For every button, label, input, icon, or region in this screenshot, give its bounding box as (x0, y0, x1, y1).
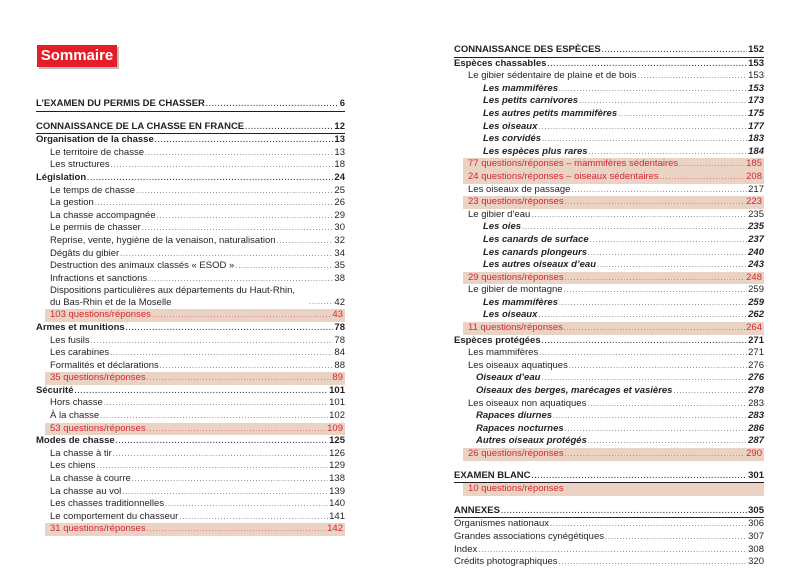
toc-entry (454, 284, 764, 297)
toc-leader-dots (245, 122, 333, 135)
toc-entry (36, 460, 345, 473)
toc-qa-entry (463, 483, 764, 496)
toc-leader-dots (147, 524, 327, 537)
toc-entry-label: Dispositions particulières aux départements du Haut-Rhin, du Bas-Rhin et de la Moselle (50, 285, 296, 309)
toc-entry (454, 209, 764, 222)
section-gap (454, 461, 764, 470)
toc-qa-entry (463, 448, 764, 461)
toc-entry-label: Les chasses traditionnelles (50, 498, 165, 510)
toc-entry-page: 208 (746, 170, 762, 182)
toc-heading (454, 44, 764, 58)
toc-entry (454, 410, 764, 423)
toc-entry (454, 184, 764, 197)
toc-entry-label: Le territoire de chasse (50, 146, 144, 158)
toc-entry-label: Formalités et déclarations (50, 359, 159, 371)
toc-entry-label: Les structures (50, 159, 110, 171)
toc-entry-page: 306 (748, 518, 764, 530)
toc-leader-dots (532, 471, 748, 484)
toc-entry-label: Les mammifères (483, 296, 558, 308)
toc-entry-label: Le gibier d’eau (468, 208, 531, 220)
toc-entry-label: Le permis de chasser (50, 222, 141, 234)
toc-entry-label: Les autres oiseaux d’eau (483, 259, 596, 271)
toc-qa-entry (45, 523, 345, 536)
toc-entry-page: 126 (329, 447, 345, 459)
toc-entry-page: 262 (748, 309, 764, 321)
toc-entry-label: Autres oiseaux protégés (476, 435, 587, 447)
toc-leader-dots (206, 99, 339, 112)
toc-entry-page: 84 (334, 347, 345, 359)
toc-entry-label: La chasse à courre (50, 473, 131, 485)
toc-heading (36, 385, 345, 398)
toc-entry-label: 53 questions/réponses (50, 422, 146, 434)
toc-entry-label: 31 questions/réponses (50, 523, 146, 535)
toc-entry-page: 34 (334, 247, 345, 259)
toc-entry-page: 217 (748, 183, 764, 195)
toc-entry-label: Les oiseaux (483, 120, 538, 132)
toc-entry-label: Modes de chasse (36, 435, 115, 447)
toc-entry-page: 259 (748, 284, 764, 296)
toc-right (454, 44, 764, 569)
toc-entry-label: Les mammifères (468, 347, 539, 359)
toc-entry-page: 6 (339, 98, 345, 109)
toc-entry (36, 210, 345, 223)
toc-entry-label: Les canards de surface (483, 233, 589, 245)
toc-entry-label: Dégâts du gibier (50, 247, 120, 259)
toc-entry (454, 544, 764, 557)
toc-heading (454, 58, 764, 71)
toc-entry (454, 121, 764, 134)
toc-qa-entry (463, 171, 764, 184)
toc-entry-page: 237 (748, 233, 764, 245)
toc-entry-label: Les oiseaux aquatiques (468, 359, 568, 371)
toc-entry-page: 125 (329, 435, 345, 447)
toc-entry-label: Les mammifères (483, 82, 558, 94)
toc-entry-page: 175 (748, 107, 764, 119)
toc-qa-entry (45, 423, 345, 436)
toc-entry-label: Hors chasse (50, 397, 103, 409)
toc-entry-label: À la chasse (50, 410, 100, 422)
toc-entry-page: 305 (748, 504, 764, 516)
toc-entry-page: 271 (748, 334, 764, 346)
toc-entry (454, 221, 764, 234)
toc-entry (36, 473, 345, 486)
toc-entry-page: 18 (334, 159, 345, 171)
toc-entry-page: 185 (746, 158, 762, 170)
toc-entry (454, 398, 764, 411)
toc-entry-page: 142 (327, 523, 343, 535)
toc-entry-label: Destruction des animaux classés « ESOD » (50, 260, 235, 272)
toc-entry-label: Les oiseaux (483, 309, 538, 321)
toc-entry-page: 235 (748, 208, 764, 220)
toc-qa-entry (463, 196, 764, 209)
toc-entry-page: 283 (748, 397, 764, 409)
toc-entry-page: 38 (334, 272, 345, 284)
toc-entry (454, 133, 764, 146)
toc-entry-label: 26 questions/réponses (468, 448, 564, 459)
toc-entry (454, 70, 764, 83)
toc-entry-label: La chasse à tir (50, 447, 112, 459)
toc-entry-page: 25 (334, 184, 345, 196)
toc-entry-label: Espèces protégées (454, 334, 541, 346)
toc-entry (454, 108, 764, 121)
toc-entry-page: 278 (748, 385, 764, 397)
toc-entry (36, 347, 345, 360)
toc-entry (36, 448, 345, 461)
toc-entry-label: CONNAISSANCE DE LA CHASSE EN FRANCE (36, 120, 245, 132)
toc-entry (454, 531, 764, 544)
toc-entry (454, 518, 764, 531)
toc-entry-page: 141 (329, 510, 345, 522)
toc-entry-page: 290 (746, 448, 762, 459)
toc-entry-label: Organisation de la chasse (36, 134, 154, 146)
toc-entry (36, 248, 345, 261)
toc-entry-page: 12 (334, 120, 345, 132)
toc-qa-entry (463, 272, 764, 285)
toc-entry-page: 153 (748, 57, 764, 69)
toc-entry-page: 286 (748, 422, 764, 434)
toc-entry (454, 234, 764, 247)
toc-entry (454, 259, 764, 272)
toc-entry (454, 347, 764, 360)
toc-entry-page: 24 (334, 171, 345, 183)
toc-entry-label: Rapaces nocturnes (476, 422, 564, 434)
toc-entry (454, 309, 764, 322)
toc-entry-page: 78 (334, 334, 345, 346)
toc-left (36, 98, 345, 536)
toc-entry-page: 271 (748, 347, 764, 359)
toc-entry-page: 153 (748, 70, 764, 82)
toc-qa-entry (45, 309, 345, 322)
toc-entry-page: 243 (748, 259, 764, 271)
toc-leader-dots (602, 45, 747, 58)
toc-entry (454, 372, 764, 385)
toc-entry-label: Les oiseaux de passage (468, 183, 571, 195)
toc-entry-label: Les fusils (50, 334, 90, 346)
toc-leader-dots (559, 557, 748, 570)
toc-entry-page: 42 (334, 296, 345, 308)
toc-entry-page: 259 (748, 296, 764, 308)
toc-entry-label: 103 questions/réponses (50, 309, 151, 321)
toc-entry-page: 276 (748, 359, 764, 371)
toc-entry (36, 498, 345, 511)
toc-entry-page: 276 (748, 372, 764, 384)
toc-entry-page: 129 (329, 460, 345, 472)
toc-entry-label: Sécurité (36, 384, 74, 396)
toc-entry (36, 335, 345, 348)
toc-entry-page: 264 (746, 322, 762, 334)
toc-entry (454, 83, 764, 96)
toc-entry (454, 95, 764, 108)
toc-entry-label: Législation (36, 171, 87, 183)
toc-entry-label: Le gibier de montagne (468, 284, 563, 296)
toc-entry-label: Armes et munitions (36, 321, 125, 333)
toc-heading (36, 121, 345, 135)
toc-entry-label: Infractions et sanctions (50, 272, 148, 284)
toc-entry (36, 185, 345, 198)
toc-entry-page: 102 (329, 410, 345, 422)
toc-entry-label: Le gibier sédentaire de plaine et de bois (468, 70, 637, 82)
toc-entry-page: 32 (334, 234, 345, 246)
toc-entry-page: 223 (746, 196, 762, 208)
toc-entry (36, 285, 345, 309)
section-gap (36, 112, 345, 121)
toc-entry (454, 556, 764, 569)
toc-entry-page: 89 (332, 372, 343, 384)
toc-qa-entry (45, 372, 345, 385)
toc-entry-label: Les petits carnivores (483, 95, 579, 107)
toc-heading (454, 335, 764, 348)
toc-entry-page: 320 (748, 556, 764, 568)
toc-entry-label: 77 questions/réponses – mammifères sédentaires (468, 158, 679, 170)
toc-entry (36, 260, 345, 273)
section-gap (454, 496, 764, 505)
toc-entry (36, 511, 345, 524)
toc-entry-label: Les oies (483, 221, 522, 233)
toc-entry-page: 43 (332, 309, 343, 321)
toc-entry (454, 146, 764, 159)
toc-entry-page: 35 (334, 260, 345, 272)
toc-heading (36, 98, 345, 112)
toc-entry (454, 385, 764, 398)
toc-entry (36, 410, 345, 423)
toc-entry (454, 423, 764, 436)
toc-entry (36, 486, 345, 499)
toc-entry-page: 101 (329, 397, 345, 409)
toc-entry-page: 26 (334, 197, 345, 209)
toc-entry-label: Rapaces diurnes (476, 410, 553, 422)
toc-entry-label: L’EXAMEN DU PERMIS DE CHASSER (36, 98, 205, 109)
toc-entry-page: 13 (334, 146, 345, 158)
toc-entry (36, 397, 345, 410)
toc-entry-label: CONNAISSANCE DES ESPÈCES (454, 44, 601, 55)
toc-entry-page: 248 (746, 271, 762, 283)
toc-entry-page: 78 (334, 321, 345, 333)
toc-entry (36, 360, 345, 373)
toc-entry-label: 29 questions/réponses (468, 271, 564, 283)
toc-qa-entry (463, 158, 764, 171)
toc-entry-label: 11 questions/réponses (468, 322, 563, 334)
toc-entry (454, 435, 764, 448)
toc-entry-page: 287 (748, 435, 764, 447)
toc-entry-label: La chasse accompagnée (50, 209, 156, 221)
toc-entry-page: 88 (334, 359, 345, 371)
toc-entry-label: Les espèces plus rares (483, 145, 588, 157)
toc-entry-label: Les carabines (50, 347, 110, 359)
toc-entry-label: Le comportement du chasseur (50, 510, 179, 522)
toc-entry-label: Grandes associations cynégétiques (454, 530, 604, 542)
toc-heading (36, 134, 345, 147)
right-page (400, 0, 800, 585)
toc-entry (454, 360, 764, 373)
page-title: Sommaire (37, 45, 117, 67)
toc-entry-page: 307 (748, 530, 764, 542)
toc-entry-label: ANNEXES (454, 504, 500, 516)
toc-entry-page: 184 (748, 145, 764, 157)
toc-entry-label: 23 questions/réponses (468, 196, 564, 208)
toc-entry-page: 13 (334, 134, 345, 146)
toc-entry (36, 197, 345, 210)
toc-entry (36, 222, 345, 235)
toc-entry-label: Les chiens (50, 460, 96, 472)
toc-heading (36, 435, 345, 448)
toc-entry-label: 10 questions/réponses (468, 483, 564, 495)
toc-entry-page: 140 (329, 498, 345, 510)
toc-entry-label: Espèces chassables (454, 57, 547, 69)
toc-entry-page: 235 (748, 221, 764, 233)
toc-entry-page: 153 (748, 82, 764, 94)
toc-entry-page: 138 (329, 473, 345, 485)
toc-entry-page: 308 (748, 543, 764, 555)
toc-entry (454, 297, 764, 310)
toc-entry-label: Oiseaux des berges, marécages et vasières (476, 385, 673, 397)
toc-entry-label: EXAMEN BLANC (454, 469, 531, 481)
toc-leader-dots (501, 506, 747, 519)
toc-entry-label: Les canards plongeurs (483, 246, 588, 258)
toc-entry-label: Index (454, 543, 478, 555)
toc-entry (454, 247, 764, 260)
toc-entry-page: 183 (748, 133, 764, 145)
toc-heading (454, 505, 764, 519)
toc-entry-label: La chasse au vol (50, 485, 122, 497)
toc-entry-label: Les corvidés (483, 133, 542, 145)
toc-heading (36, 172, 345, 185)
toc-entry-page: 29 (334, 209, 345, 221)
toc-entry-page: 30 (334, 222, 345, 234)
toc-entry-label: 24 questions/réponses – oiseaux sédentaires (468, 170, 659, 182)
toc-leader-dots (309, 297, 333, 310)
toc-entry-label: Reprise, vente, hygiène de la venaison, naturalisation (50, 234, 276, 246)
toc-leader-dots (565, 449, 746, 462)
toc-entry-page: 283 (748, 410, 764, 422)
toc-entry-page: 177 (748, 120, 764, 132)
toc-entry-label: La gestion (50, 197, 94, 209)
toc-entry-page: 173 (748, 95, 764, 107)
toc-entry-page: 101 (329, 384, 345, 396)
toc-entry-label: Les autres petits mammifères (483, 107, 618, 119)
toc-entry-label: Oiseaux d’eau (476, 372, 541, 384)
toc-entry-label: 35 questions/réponses (50, 372, 146, 384)
toc-entry-page: 152 (748, 44, 764, 55)
toc-entry-page: 240 (748, 246, 764, 258)
toc-entry-label: Crédits photographiques (454, 556, 558, 568)
toc-heading (36, 322, 345, 335)
toc-entry-label: Les oiseaux non aquatiques (468, 397, 587, 409)
toc-entry (36, 147, 345, 160)
toc-entry-label: Organismes nationaux (454, 518, 550, 530)
toc-entry (36, 159, 345, 172)
toc-entry-page: 109 (327, 422, 343, 434)
toc-entry (36, 273, 345, 286)
toc-qa-entry (463, 322, 764, 335)
toc-heading (454, 470, 764, 484)
toc-entry-label: Le temps de chasse (50, 184, 136, 196)
toc-entry (36, 235, 345, 248)
toc-entry-page: 139 (329, 485, 345, 497)
toc-entry-page: 301 (748, 469, 764, 481)
